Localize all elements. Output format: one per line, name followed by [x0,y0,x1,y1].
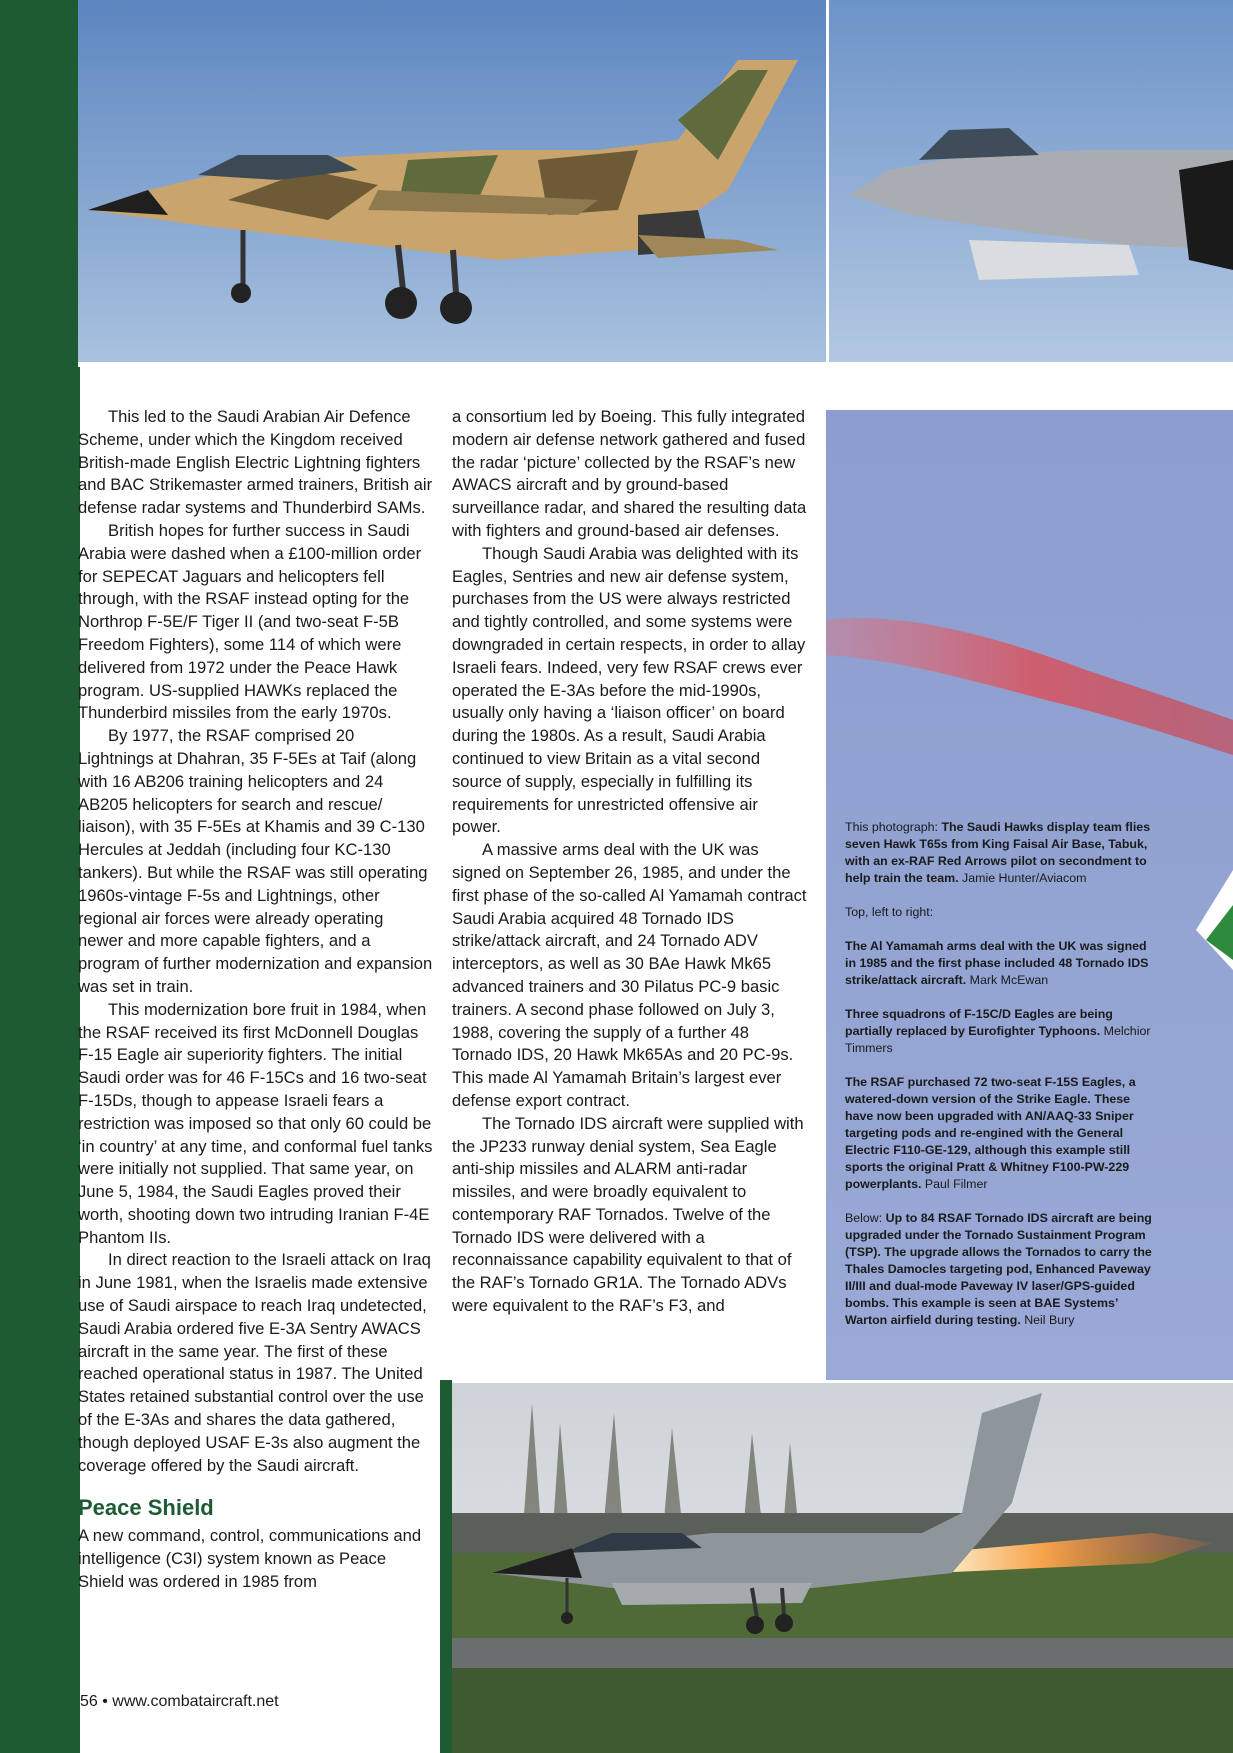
paragraph: a consortium led by Boeing. This fully integrated modern air defense network gathered and fused the radar ‘picture’ collected by the RSAF’s new AWACS aircraft and by ground-based surveillance radar, and shared the resulting data with fighters and ground-based air defenses. [452,407,807,540]
photo-tornado-afterburner [452,1383,1233,1753]
paragraph: British hopes for further success in Saudi Arabia were dashed when a £100-million order for SEPECAT Jaguars and helicopters fell through, with the RSAF instead opting for the Northrop F-5E/F Tiger II (and two-seat F-5B Freedom Fighters), some 114 of which were delivered from 1972 under the Peace Hawk program. US-supplied HAWKs replaced the Thunderbird missiles from the early 1970s. [78,520,422,723]
caption-panel [845,819,1160,1346]
paragraph: A new command, control, communications and intelligence (C3I) system known as Peace Shield was ordered in 1985 from [78,1526,422,1592]
caption-top-label: Top, left to right: [845,905,934,919]
caption-eagles-typhoons: Three squadrons of F-15C/D Eagles are being partially replaced by Eurofighter Typhoons. Melchior Timmers [845,1007,1151,1055]
green-lower-band [440,1380,452,1753]
paragraph: This modernization bore fruit in 1984, when the RSAF received its first McDonnell Douglas F-15 Eagle air superiority fighters. The initial Saudi order was for 46 F-15Cs and 16 two-seat F-15Ds, though to appease Israeli fears a restriction was imposed so that only 60 could be ‘in country’ at any time, and conformal fuel tanks were initially not supplied. That same year, on June 5, 1984, the Saudi Eagles proved their worth, shooting down two intruding Iranian F-4E Phantom IIs. [78,999,433,1247]
caption-f15s: The RSAF purchased 72 two-seat F-15S Eagles, a watered-down version of the Strike Eagle. These have now been upgraded with AN/AAQ-33 Sniper targeting pods and re-engined with the General Electric F110-GE-129, although this example still sports the original Pratt & Whitney F100-PW-229 powerplants. Paul Filmer [845,1075,1136,1191]
green-side-band [0,0,80,1753]
paragraph: By 1977, the RSAF comprised 20 Lightnings at Dhahran, 35 F-5Es at Taif (along with 16 AB206 training helicopters and 24 AB205 helicopters for search and rescue/ liaison), with 35 F-5Es at Khamis and 39 C-130 Hercules at Jeddah (including four KC-130 tankers). But while the RSAF was still operating 1960s-vintage F-5s and Lightnings, other regional air forces were already operating newer and more capable fighters, and a program of further modernization and expansion was set in train. [78,726,433,996]
paragraph: In direct reaction to the Israeli attack on Iraq in June 1981, when the Israelis made extensive use of Saudi airspace to reach Iraq undetected, Saudi Arabia ordered five E-3A Sentry AWACS aircraft in the same year. The first of these reached operational status in 1987. The United States retained substantial control over the use of the E-3As and shares the data gathered, though deployed USAF E-3s also augment the coverage offered by the Saudi aircraft. [78,1250,431,1475]
caption-saudi-hawks: This photograph: The Saudi Hawks display team flies seven Hawk T65s from King Faisal Air Base, Tabuk, with an ex-RAF Red Arrows pilot on secondment to help train the team. Jamie Hunter/Aviacom [845,820,1151,885]
paragraph: This led to the Saudi Arabian Air Defence Scheme, under which the Kingdom received British-made English Electric Lightning fighters and BAC Strikemaster armed trainers, British air defense radar systems and Thunderbird SAMs. [78,407,433,518]
paragraph: A massive arms deal with the UK was signed on September 26, 1985, and under the first phase of the so-called Al Yamamah contract Saudi Arabia acquired 48 Tornado IDS strike/attack aircraft, and 24 Tornado ADV interceptors, as well as 30 BAe Hawk Mk65 advanced trainers and 30 Pilatus PC-9 basic trainers. A second phase followed on July 3, 1988, covering the supply of a further 48 Tornado IDS, 20 Hawk Mk65As and 20 PC-9s. This made Al Yamamah Britain’s largest ever defense export contract. [452,840,807,1110]
text-column-1 [78,406,433,1594]
text-column-2 [452,406,807,1318]
caption-al-yamamah: The Al Yamamah arms deal with the UK was signed in 1985 and the first phase included 48 Tornado IDS strike/attack aircraft. Mark McEwan [845,939,1149,987]
section-heading-peace-shield: Peace Shield [78,1495,214,1521]
page-folio: 56 • www.combataircraft.net [80,1693,279,1710]
paragraph: The Tornado IDS aircraft were supplied with the JP233 runway denial system, Sea Eagle anti-ship missiles and ALARM anti-radar missiles, and were broadly equivalent to contemporary RAF Tornados. Twelve of the Tornado IDS were delivered with a reconnaissance capability equivalent to that of the RAF’s Tornado GR1A. The Tornado ADVs were equivalent to the RAF’s F3, and [452,1113,804,1316]
photo-f15-eagle [829,0,1233,367]
paragraph: Though Saudi Arabia was delighted with its Eagles, Sentries and new air defense system, purchases from the US were always restricted and tightly controlled, and some systems were downgraded in certain respects, in order to allay Israeli fears. Indeed, very few RSAF crews ever operated the E-3As before the mid-1990s, usually only having a ‘liaison officer’ on board during the 1980s. As a result, Saudi Arabia continued to view Britain as a vital second source of supply, especially in fulfilling its requirements for unrestricted offensive air power. [452,543,806,837]
photo-tornado-ids [78,0,826,367]
caption-tornado-tsp: Below: Up to 84 RSAF Tornado IDS aircraft are being upgraded under the Tornado Sustainment Program (TSP). The upgrade allows the Tornados to carry the Thales Damocles targeting pod, Enhanced Paveway II/III and dual-mode Paveway IV laser/GPS-guided bombs. This example is seen at BAE Systems’ Warton airfield during testing. Neil Bury [845,1211,1152,1327]
